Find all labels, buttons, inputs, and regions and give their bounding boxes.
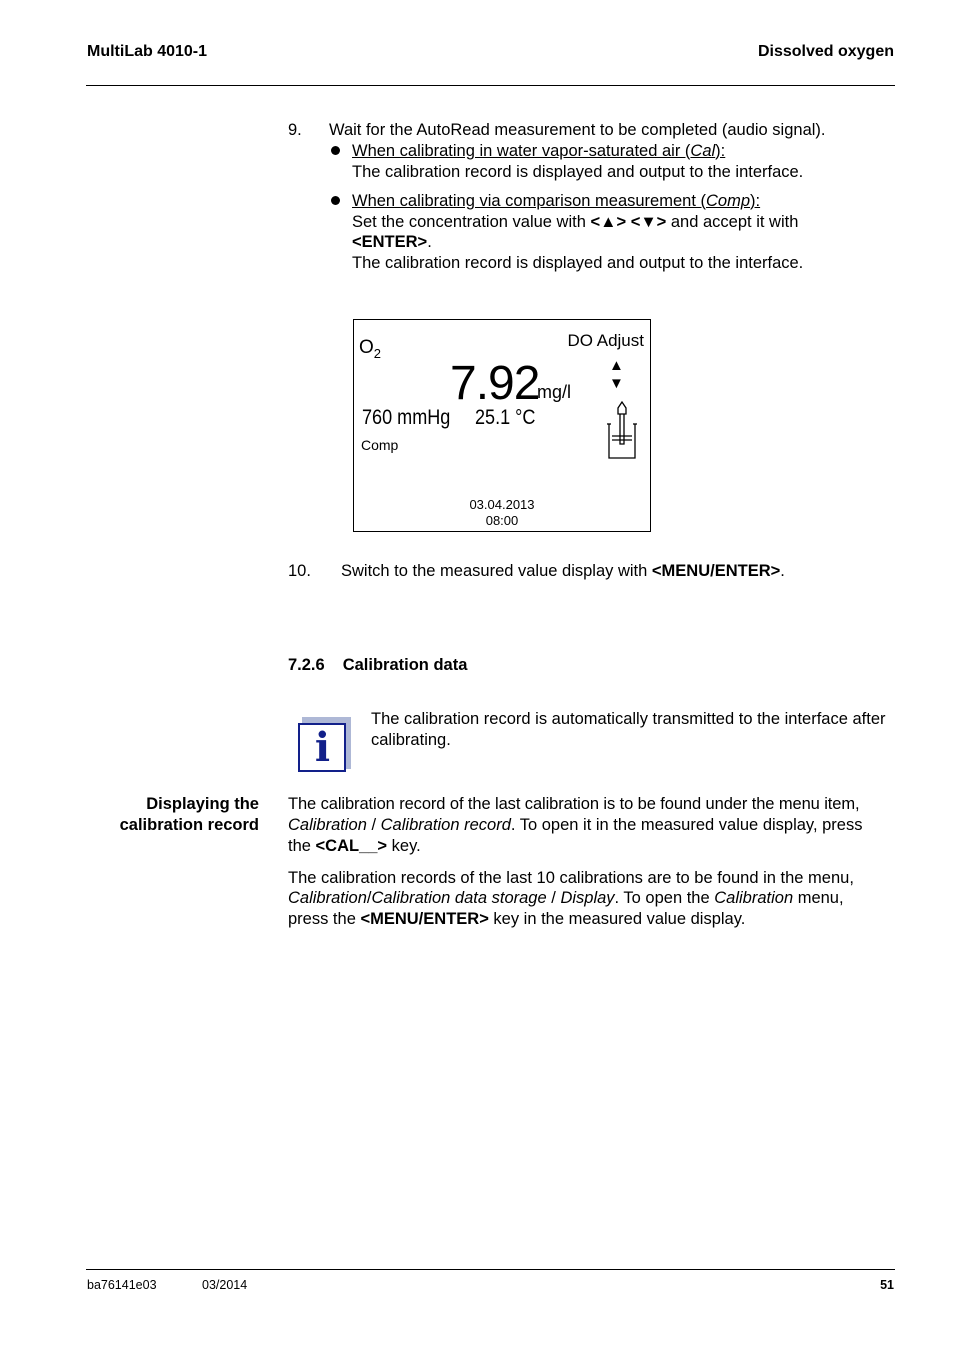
- info-note-text: The calibration record is automatically transmitted to the interface after calibrating.: [371, 710, 886, 749]
- para-1-line-2: Calibration / Calibration record. To open it in the measured value display, press: [288, 816, 863, 834]
- bullet-2-instruction: Set the concentration value with <▲> <▼> and accept it with: [352, 213, 799, 231]
- display-time: 08:00: [485, 513, 519, 528]
- sidebar-heading-line2: calibration record: [119, 816, 259, 834]
- header-product: MultiLab 4010-1: [87, 43, 208, 60]
- footer-date: 03/2014: [202, 1278, 248, 1292]
- para-1-line-3: the <CAL__> key.: [288, 837, 421, 855]
- footer-page-number: 51: [880, 1278, 894, 1292]
- bullet-icon: [331, 146, 340, 155]
- header-chapter: Dissolved oxygen: [757, 43, 894, 60]
- bullet-2-enter: <ENTER>.: [352, 233, 432, 251]
- bullet-1-heading: When calibrating in water vapor-saturated air (Cal):: [352, 142, 726, 160]
- para-2-line-3: press the <MENU/ENTER> key in the measured value display.: [288, 910, 746, 928]
- para-1-line-1: The calibration record of the last calibration is to be found under the menu item,: [288, 795, 860, 813]
- display-method: Comp: [361, 437, 399, 453]
- bullet-1-text: The calibration record is displayed and output to the interface.: [352, 163, 804, 181]
- display-temperature: 25.1 °C: [475, 406, 536, 429]
- footer-rule: [86, 1269, 895, 1270]
- display-date: 03.04.2013: [469, 497, 535, 512]
- display-pressure: 760 mmHg: [362, 406, 451, 429]
- bullet-2-text: The calibration record is displayed and output to the interface.: [352, 254, 804, 272]
- para-2-line-1: The calibration records of the last 10 calibrations are to be found in the menu,: [288, 869, 854, 887]
- bullet-2-heading: When calibrating via comparison measurement (Comp):: [352, 192, 761, 210]
- section-heading: 7.2.6 Calibration data: [288, 656, 468, 674]
- footer-doc-number: ba76141e03: [87, 1278, 157, 1292]
- arrow-down-icon: ▼: [609, 375, 624, 392]
- display-value: 7.92: [450, 357, 540, 410]
- step-10-number: 10.: [288, 562, 311, 580]
- display-mode: DO Adjust: [567, 331, 644, 350]
- bullet-icon: [331, 196, 340, 205]
- sidebar-heading-line1: Displaying the: [146, 795, 259, 813]
- step-9-number: 9.: [288, 121, 302, 139]
- instrument-display: [353, 319, 651, 532]
- arrow-up-icon: ▲: [609, 357, 624, 374]
- para-2-line-2: Calibration/Calibration data storage / Display. To open the Calibration menu,: [288, 889, 844, 907]
- info-icon: i: [297, 717, 351, 773]
- sensor-beaker-icon: [605, 398, 639, 460]
- header-rule: [86, 85, 895, 86]
- step-10-text: Switch to the measured value display with <MENU/ENTER>.: [341, 562, 785, 580]
- display-unit: mg/l: [537, 382, 572, 402]
- step-9-text: Wait for the AutoRead measurement to be completed (audio signal).: [329, 121, 826, 139]
- display-parameter: $O_2$: [359, 337, 382, 361]
